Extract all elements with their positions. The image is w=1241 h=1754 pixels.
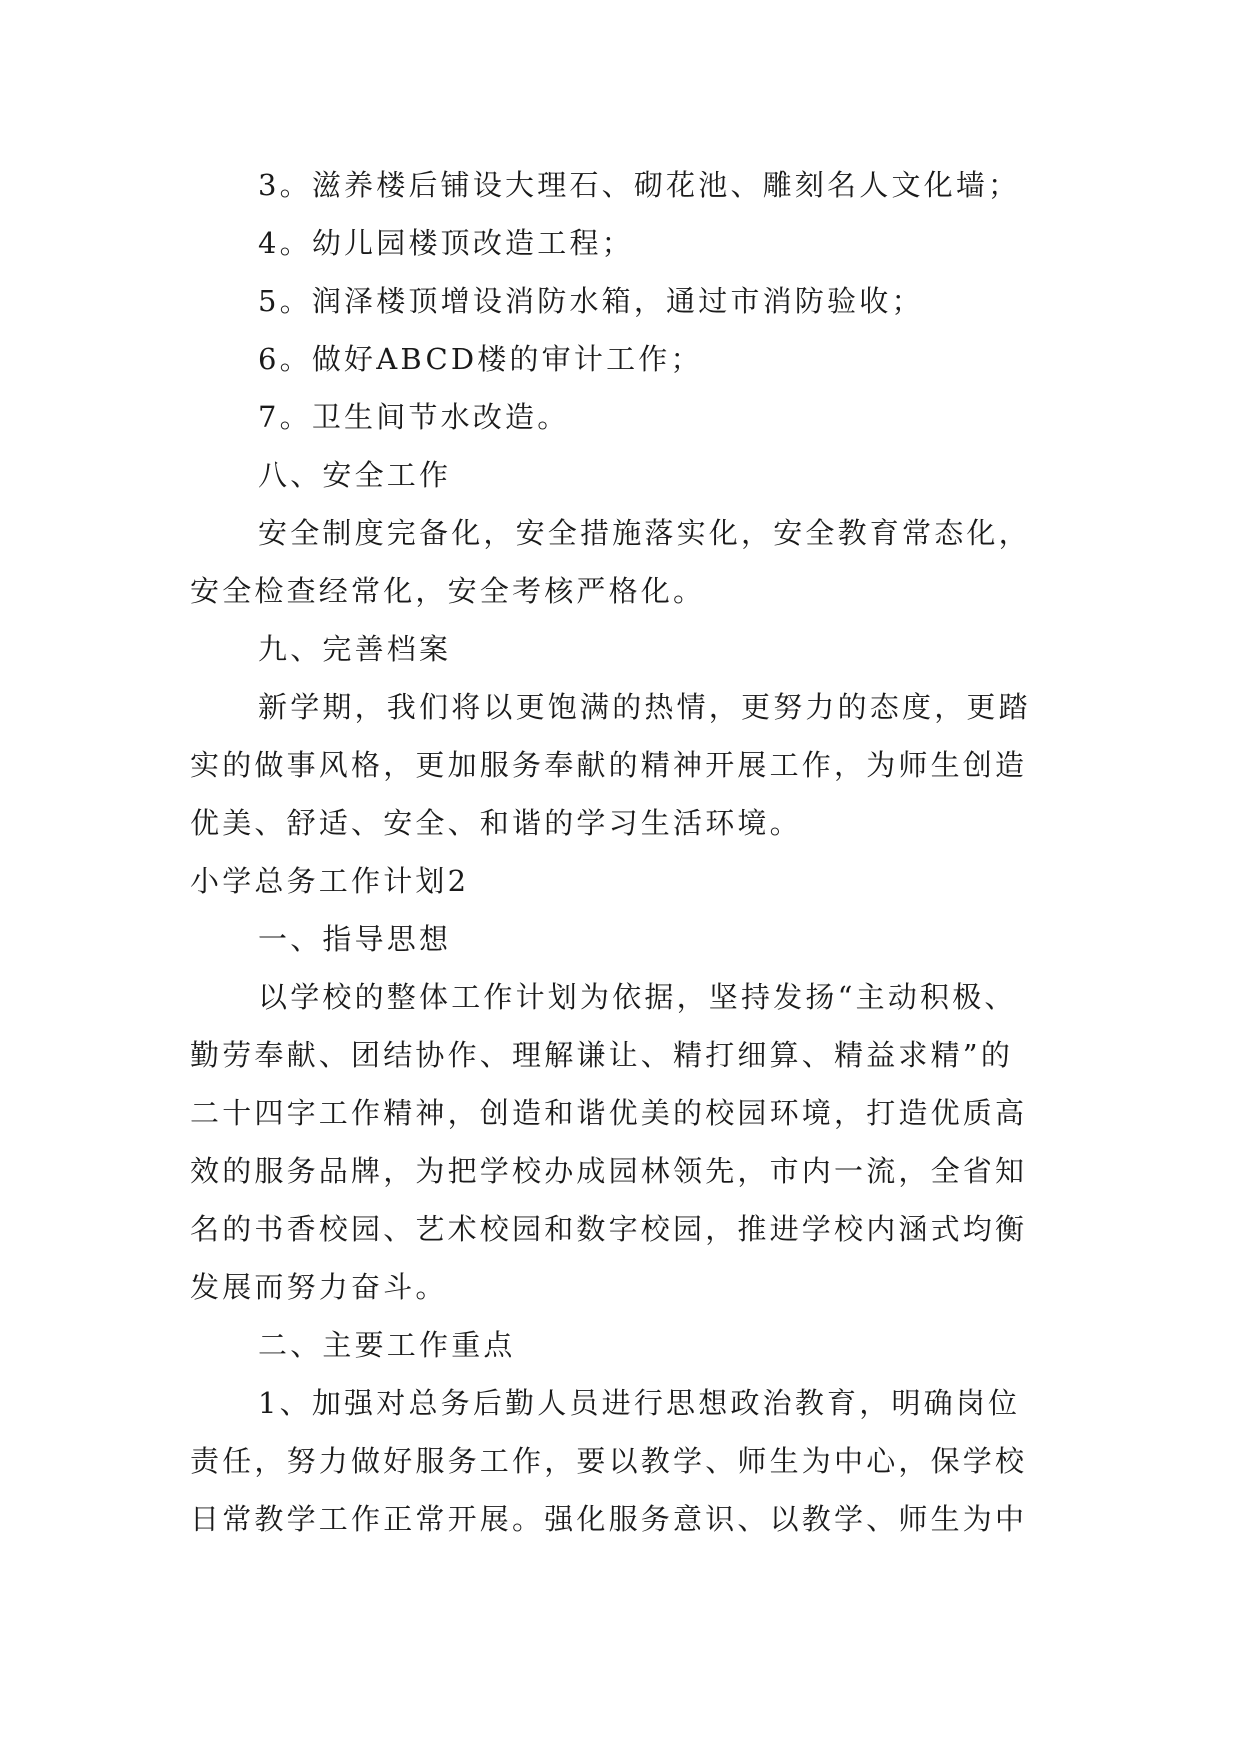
paragraph-line: 实的做事风格，更加服务奉献的精神开展工作，为师生创造: [190, 748, 1028, 782]
section-heading-guiding-ideology: 一、指导思想: [258, 922, 452, 956]
section-heading-safety: 八、安全工作: [258, 458, 452, 492]
paragraph-line: 勤劳奉献、团结协作、理解谦让、精打细算、精益求精”的: [190, 1038, 1014, 1072]
paragraph-line: 优美、舒适、安全、和谐的学习生活环境。: [190, 806, 802, 840]
paragraph-line: 二十四字工作精神，创造和谐优美的校园环境，打造优质高: [190, 1096, 1028, 1130]
paragraph-line: 1、加强对总务后勤人员进行思想政治教育，明确岗位: [258, 1386, 1021, 1420]
list-item-6: 6。做好ABCD楼的审计工作；: [258, 342, 703, 376]
list-item-7: 7。卫生间节水改造。: [258, 400, 570, 434]
paragraph-line: 新学期，我们将以更饱满的热情，更努力的态度，更踏: [258, 690, 1031, 724]
paragraph-line: 以学校的整体工作计划为依据，坚持发扬“主动积极、: [258, 980, 1017, 1014]
paragraph-line: 效的服务品牌，为把学校办成园林领先，市内一流，全省知: [190, 1154, 1028, 1188]
list-item-3: 3。滋养楼后铺设大理石、砌花池、雕刻名人文化墙；: [258, 168, 1021, 202]
paragraph-line: 责任，努力做好服务工作，要以教学、师生为中心，保学校: [190, 1444, 1028, 1478]
list-item-4: 4。幼儿园楼顶改造工程；: [258, 226, 634, 260]
document-title: 小学总务工作计划2: [190, 864, 470, 898]
list-item-5: 5。润泽楼顶增设消防水箱，通过市消防验收；: [258, 284, 924, 318]
section-heading-archives: 九、完善档案: [258, 632, 452, 666]
paragraph-line: 名的书香校园、艺术校园和数字校园，推进学校内涵式均衡: [190, 1212, 1028, 1246]
paragraph-line: 日常教学工作正常开展。强化服务意识、以教学、师生为中: [190, 1502, 1028, 1536]
paragraph-line: 安全检查经常化，安全考核严格化。: [190, 574, 706, 608]
section-heading-key-work: 二、主要工作重点: [258, 1328, 516, 1362]
paragraph-line: 安全制度完备化，安全措施落实化，安全教育常态化，: [258, 516, 1031, 550]
paragraph-line: 发展而努力奋斗。: [190, 1270, 448, 1304]
